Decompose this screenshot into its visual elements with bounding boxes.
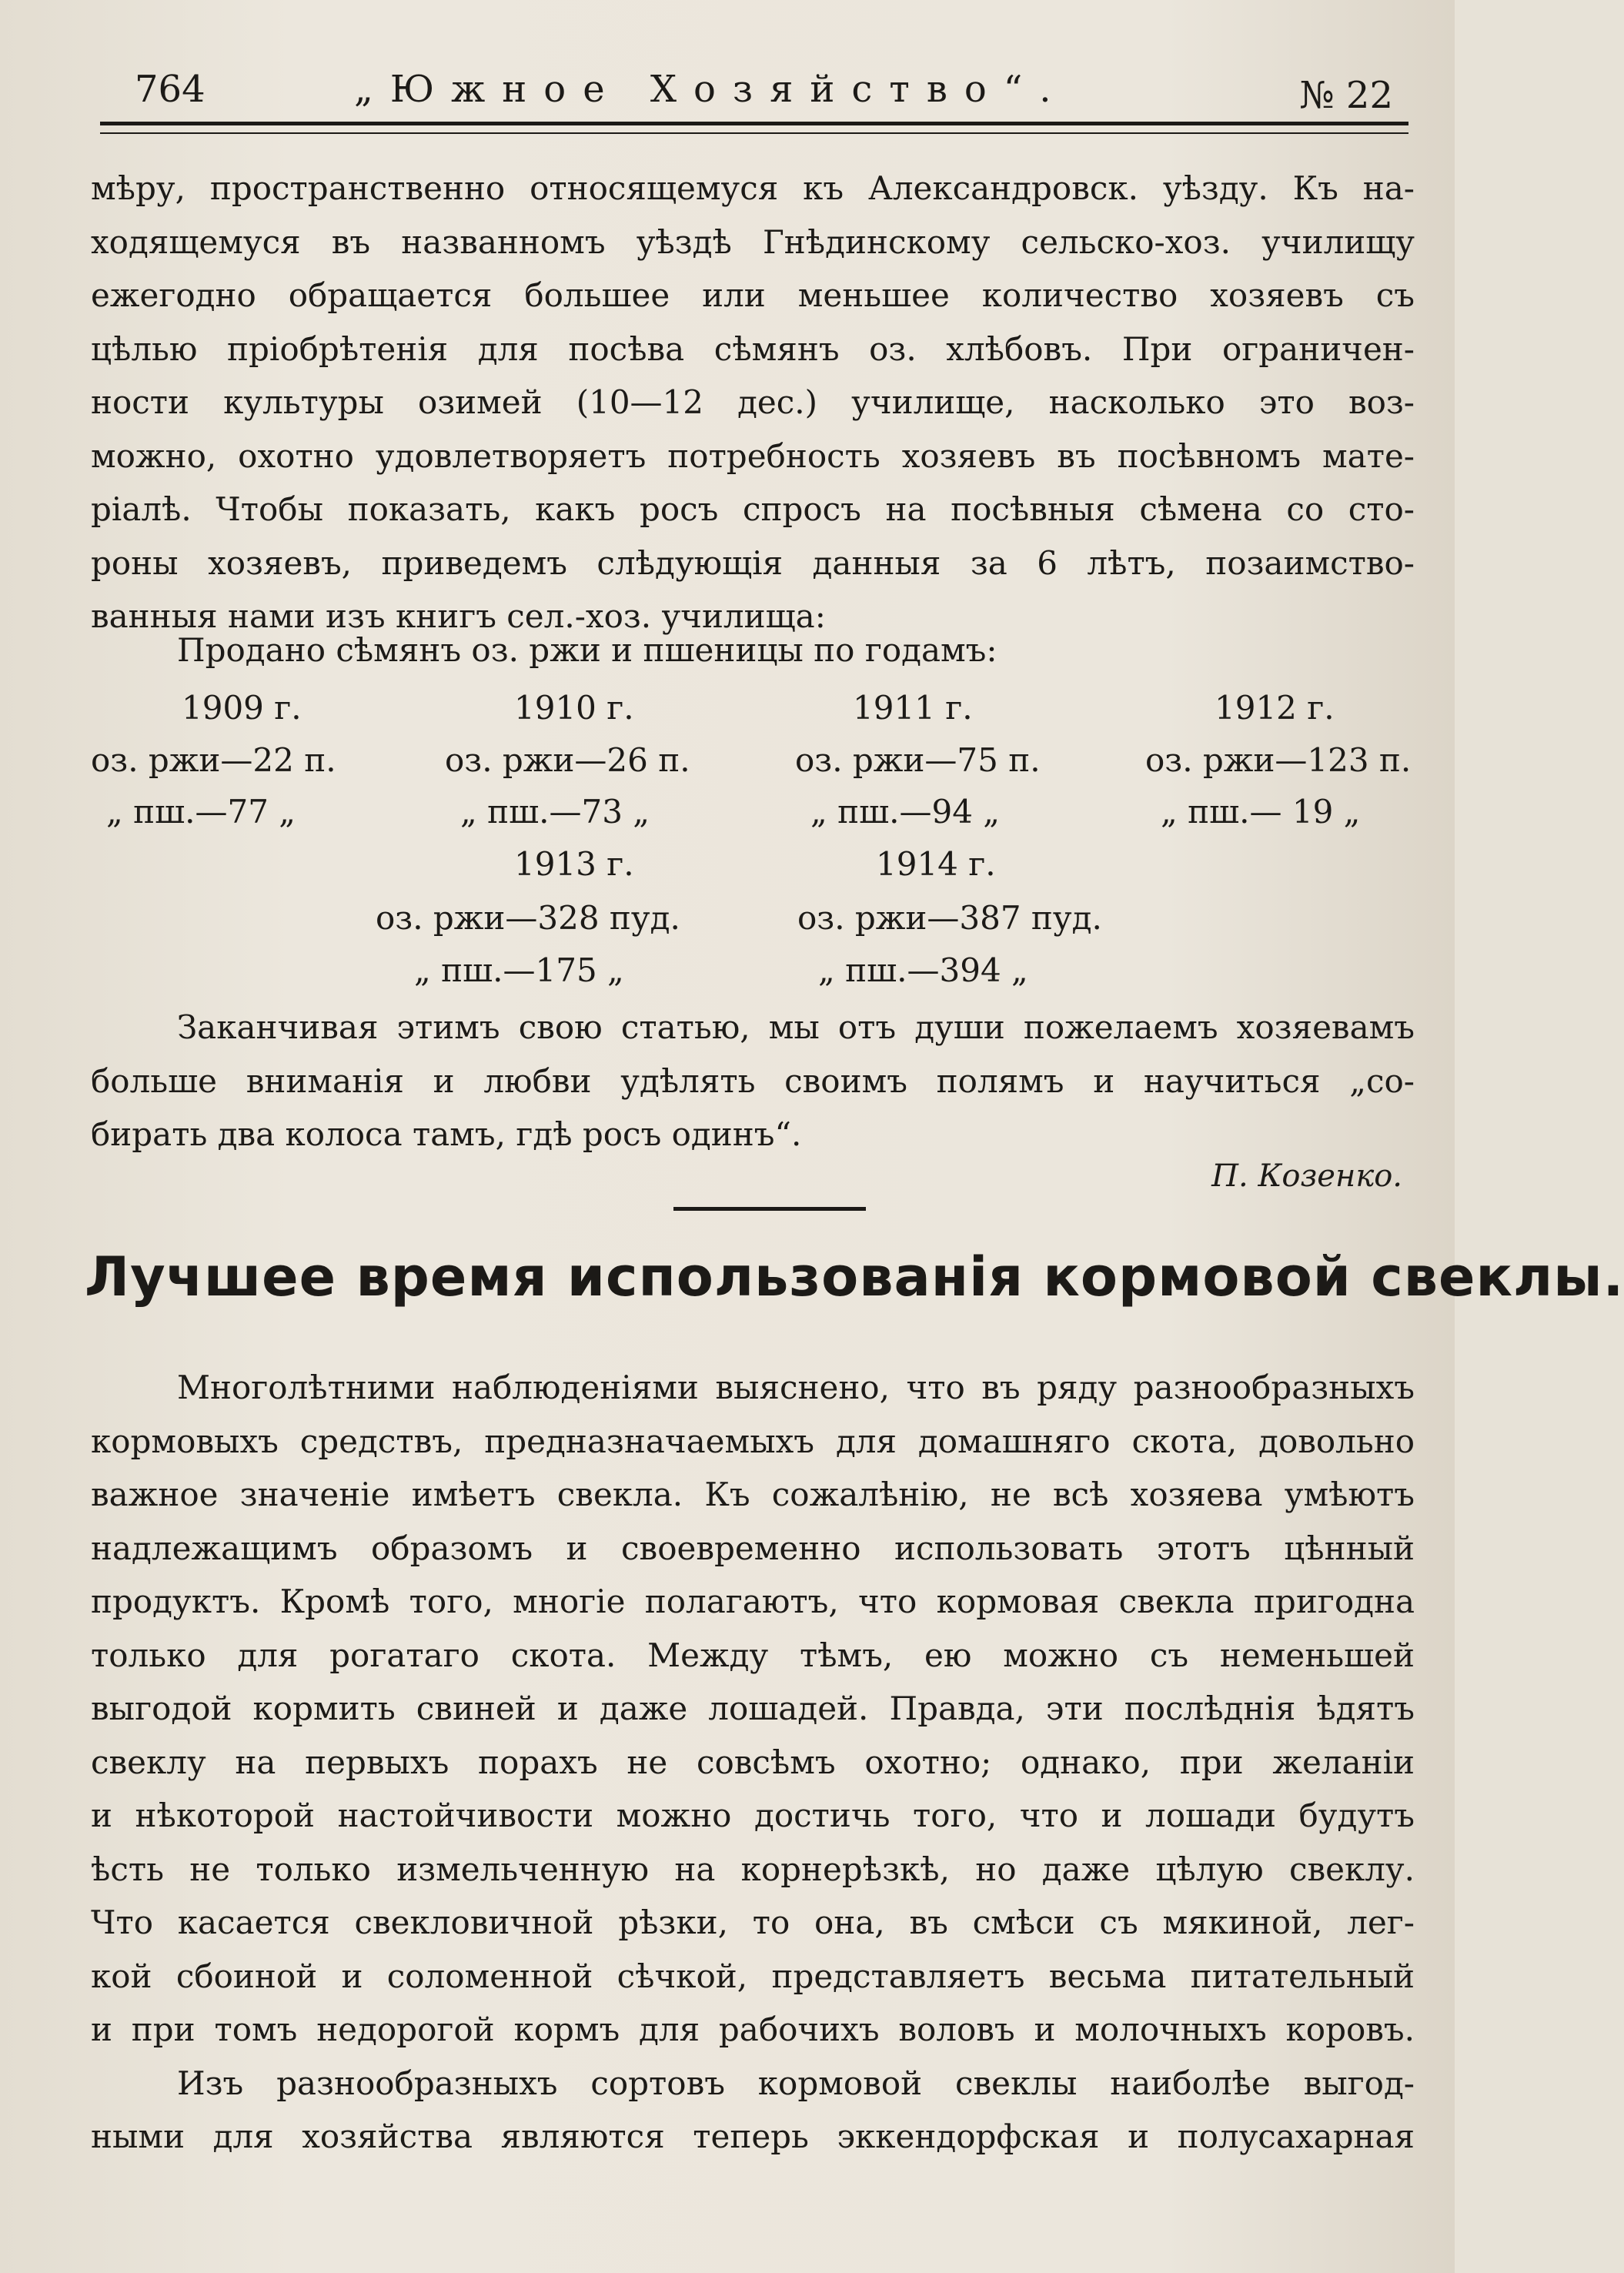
text-line: Изъ разнообразныхъ сортовъ кормовой свеклы наиболѣе выгод- [177, 2064, 1415, 2102]
running-header [135, 68, 1408, 122]
text-line: ванныя нами изъ книгъ сел.-хоз. училища: [91, 597, 826, 635]
text-line: ности культуры озимей (10—12 дес.) училище, насколько это воз- [91, 383, 1415, 421]
table-title: Продано сѣмянъ оз. ржи и пшеницы по годамъ: [177, 631, 997, 669]
rye-row-2 [91, 899, 1415, 945]
text-line: кой сбоиной и соломенной сѣчкой, представляетъ весьма питательный [91, 1957, 1415, 1995]
author-signature: П. Козенко. [1211, 1158, 1402, 1194]
article2-body [91, 1361, 1415, 2164]
year-label: 1909 г. [182, 689, 302, 727]
wheat-row-2 [91, 951, 1415, 998]
text-line: продуктъ. Кромѣ того, многіе полагаютъ, что кормовая свекла пригодна [91, 1583, 1415, 1620]
issue-number: № 22 [1299, 74, 1393, 117]
text-line: и при томъ недорогой кормъ для рабочихъ воловъ и молочныхъ коровъ. [91, 2011, 1415, 2048]
text-line: бирать два колоса тамъ, гдѣ росъ одинъ“. [91, 1115, 802, 1153]
section-separator [673, 1207, 866, 1211]
wheat-value: „ пш.—73 „ [460, 793, 650, 831]
rye-value: оз. ржи—387 пуд. [797, 899, 1102, 937]
text-line: больше вниманія и любви удѣлять своимъ полямъ и научиться „со- [91, 1061, 1415, 1100]
text-line: мѣру, пространственно относящемуся къ Александровск. уѣзду. Къ на- [91, 169, 1415, 207]
page-number: 764 [135, 68, 206, 111]
article1-closing [91, 1001, 1415, 1162]
header-rule [100, 122, 1408, 125]
text-line: и нѣкоторой настойчивости можно достичь того, что и лошади будутъ [91, 1797, 1415, 1834]
year-label: 1910 г. [514, 689, 634, 727]
text-line: ріалѣ. Чтобы показать, какъ росъ спросъ на посѣвныя сѣмена со сто- [91, 490, 1415, 528]
text-line: надлежащимъ образомъ и своевременно использовать этотъ цѣнный [91, 1529, 1415, 1567]
text-line: роны хозяевъ, приведемъ слѣдующія данныя за 6 лѣтъ, позаимство- [91, 543, 1415, 582]
year-label: 1913 г. [514, 845, 634, 883]
rye-value: оз. ржи—123 п. [1145, 741, 1412, 779]
article1-body [91, 162, 1415, 643]
text-line: важное значеніе имѣетъ свекла. Къ сожалѣнію, не всѣ хозяева умѣютъ [91, 1476, 1415, 1513]
wheat-row-1 [91, 793, 1415, 839]
wheat-value: „ пш.—175 „ [414, 951, 624, 989]
rye-value: оз. ржи—22 п. [91, 741, 336, 779]
text-line: свеклу на первыхъ порахъ не совсѣмъ охотно; однако, при желаніи [91, 1743, 1415, 1781]
text-line: только для рогатаго скота. Между тѣмъ, ею можно съ неменьшей [91, 1636, 1415, 1674]
text-line: Заканчивая этимъ свою статью, мы отъ души пожелаемъ хозяевамъ [177, 1008, 1415, 1046]
text-line: цѣлью пріобрѣтенія для посѣва сѣмянъ оз. хлѣбовъ. При ограничен- [91, 329, 1415, 368]
text-line: ными для хозяйства являются теперь эккендорфская и полусахарная [91, 2118, 1415, 2155]
rye-row-1 [91, 741, 1415, 787]
text-line: Многолѣтними наблюденіями выяснено, что въ ряду разнообразныхъ [177, 1369, 1415, 1406]
text-line: Что касается свекловичной рѣзки, то она, въ смѣси съ мякиной, лег- [91, 1904, 1415, 1941]
year-label: 1911 г. [853, 689, 973, 727]
wheat-value: „ пш.—94 „ [810, 793, 1001, 831]
wheat-value: „ пш.—394 „ [818, 951, 1028, 989]
text-line: можно, охотно удовлетворяетъ потребность хозяевъ въ посѣвномъ мате- [91, 436, 1415, 475]
years-row-1 [91, 689, 1415, 735]
rye-value: оз. ржи—26 п. [445, 741, 690, 779]
text-line: ежегодно обращается большее или меньшее количество хозяевъ съ [91, 276, 1415, 314]
article2-title: Лучшее время использованія кормовой свеклы. [85, 1245, 1624, 1309]
header-rule-thin [100, 132, 1408, 134]
journal-title: „Южное Хозяйство“. [354, 68, 1068, 111]
text-line: кормовыхъ средствъ, предназначаемыхъ для домашняго скота, довольно [91, 1422, 1415, 1460]
text-line: ѣсть не только измельченную на корнерѣзкѣ, но даже цѣлую свеклу. [91, 1850, 1415, 1888]
rye-value: оз. ржи—75 п. [795, 741, 1041, 779]
wheat-value: „ пш.—77 „ [106, 793, 296, 831]
year-label: 1912 г. [1215, 689, 1335, 727]
text-line: ходящемуся въ названномъ уѣздѣ Гнѣдинскому сельско-хоз. училищу [91, 222, 1415, 261]
years-row-2 [91, 845, 1415, 891]
year-label: 1914 г. [876, 845, 996, 883]
wheat-value: „ пш.— 19 „ [1161, 793, 1361, 831]
text-line: выгодой кормить свиней и даже лошадей. Правда, эти послѣднія ѣдятъ [91, 1690, 1415, 1727]
rye-value: оз. ржи—328 пуд. [376, 899, 680, 937]
